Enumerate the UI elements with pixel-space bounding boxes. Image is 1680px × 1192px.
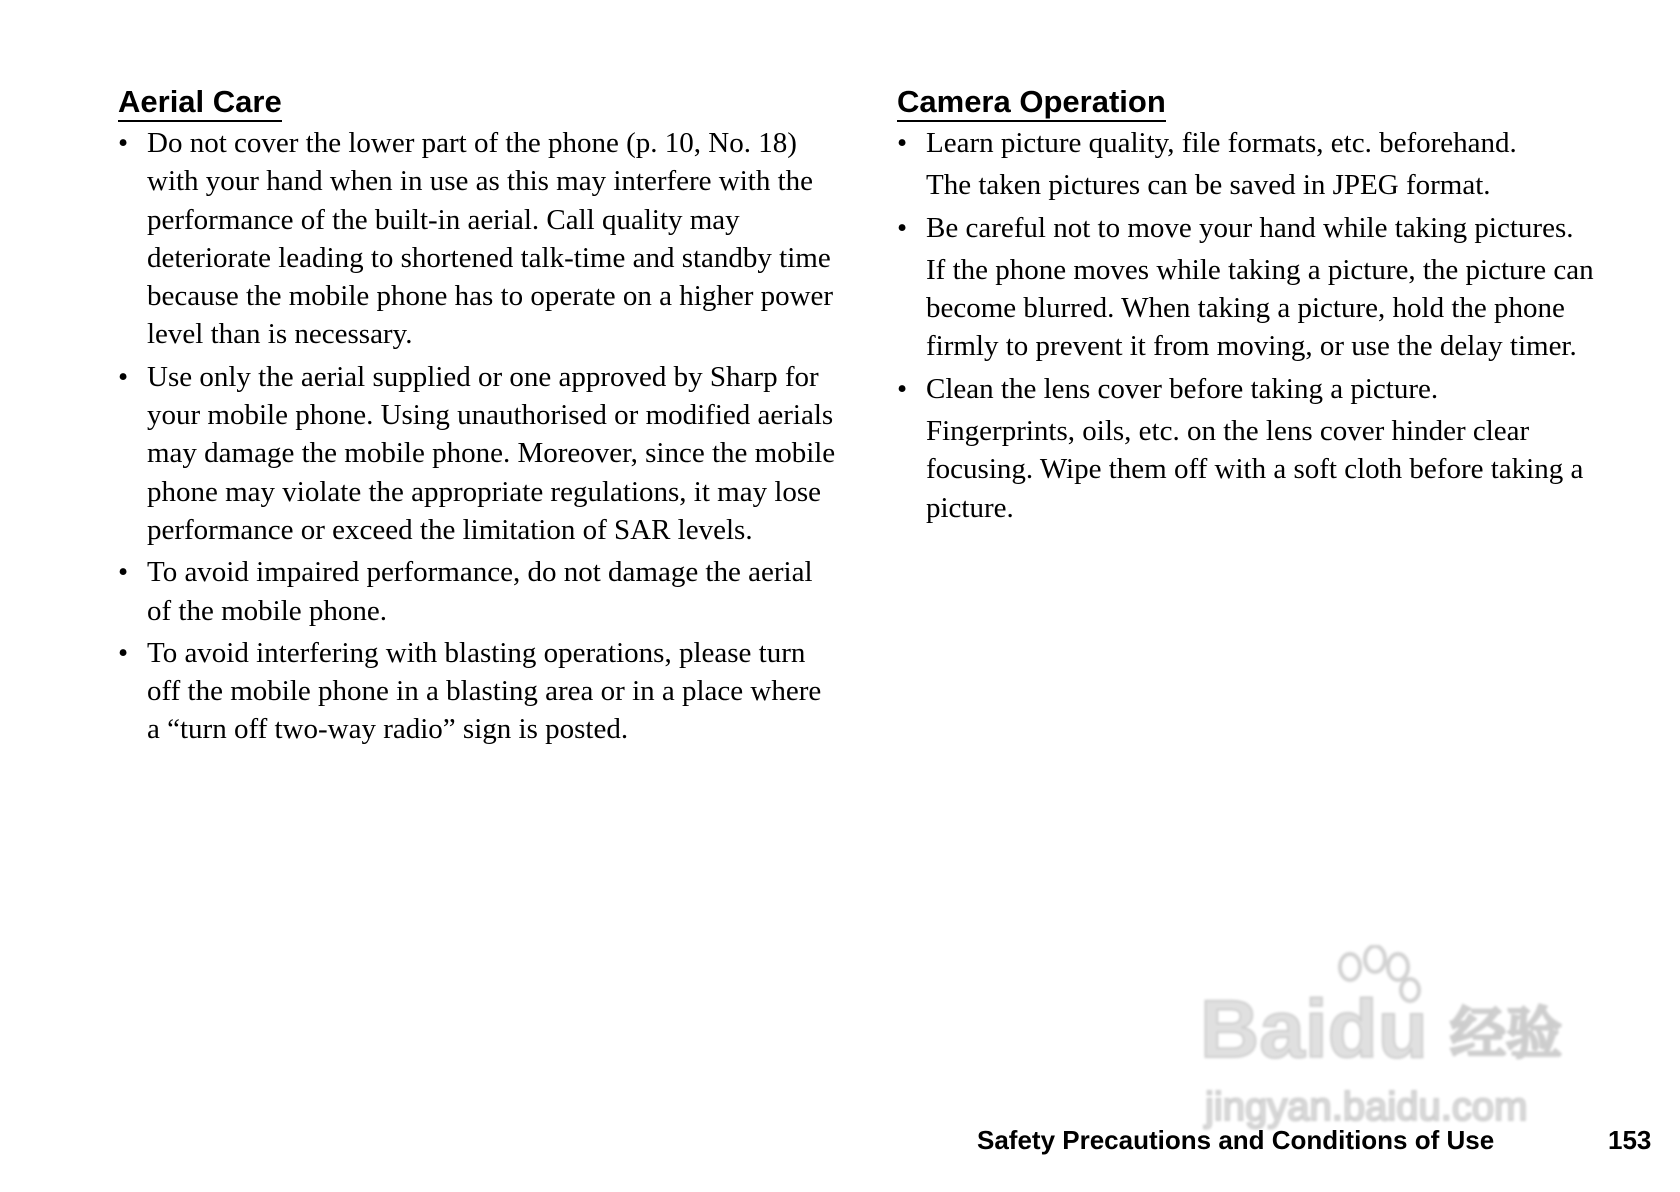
list-item bbox=[118, 358, 838, 549]
watermark-suffix: 经验 bbox=[1450, 1002, 1562, 1065]
list-item-text: Be careful not to move your hand while taking pictures. bbox=[926, 211, 1574, 244]
list-item bbox=[897, 124, 1617, 205]
list-item-text: Do not cover the lower part of the phone (p. 10, No. 18) with your hand when in use as this may interfere with the performance of the built-in aerial. Call quality may deteriorate leading to shortened talk-time and standby time because the mobile phone has to operate on a higher power level than is necessary. bbox=[147, 127, 834, 351]
bullet-icon: • bbox=[118, 127, 129, 159]
page-number: 153 bbox=[1608, 1125, 1652, 1155]
list-item-text: Clean the lens cover before taking a picture. bbox=[926, 372, 1439, 405]
baidu-jingyan-watermark bbox=[1200, 945, 1600, 1130]
list-item-detail: If the phone moves while taking a picture, the picture can become blurred. When taking a picture, hold the phone firmly to prevent it from moving, or use the delay timer. bbox=[926, 253, 1594, 363]
bullet-icon: • bbox=[118, 360, 129, 393]
watermark-brand: Baidu bbox=[1200, 984, 1428, 1075]
list-item-text: To avoid impaired performance, do not damage the aerial of the mobile phone. bbox=[147, 556, 813, 627]
bullet-icon: • bbox=[118, 636, 129, 669]
list-item bbox=[118, 634, 838, 749]
bullet-icon: • bbox=[897, 372, 908, 405]
list-item bbox=[897, 209, 1617, 366]
aerial-care-list bbox=[118, 124, 838, 749]
list-item bbox=[118, 553, 838, 630]
list-item-detail: Fingerprints, oils, etc. on the lens cover hinder clear focusing. Wipe them off with a soft cloth before taking a picture. bbox=[926, 415, 1584, 524]
camera-operation-list bbox=[897, 124, 1617, 527]
camera-operation-heading: Camera Operation bbox=[897, 84, 1166, 122]
camera-operation-section bbox=[897, 84, 1617, 531]
aerial-care-section bbox=[118, 84, 838, 753]
list-item-text: Use only the aerial supplied or one approved by Sharp for your mobile phone. Using unauthorised or modified aerials may damage the mobile phone. Moreover, since the mobile phone may violate the appropriate regulations, it may lose performance or exceed the limitation of SAR levels. bbox=[147, 360, 836, 546]
bullet-icon: • bbox=[897, 127, 908, 159]
list-item bbox=[897, 370, 1617, 527]
bullet-icon: • bbox=[118, 556, 129, 589]
watermark-url: jingyan.baidu.com bbox=[1205, 1085, 1528, 1129]
list-item-detail: The taken pictures can be saved in JPEG format. bbox=[926, 169, 1491, 202]
footer-title: Safety Precautions and Conditions of Use bbox=[977, 1125, 1495, 1155]
list-item bbox=[118, 124, 838, 354]
list-item-text: To avoid interfering with blasting operations, please turn off the mobile phone in a blasting area or in a place where a “turn off two-way radio” sign is posted. bbox=[147, 636, 822, 746]
bullet-icon: • bbox=[897, 211, 908, 244]
list-item-text: Learn picture quality, file formats, etc. beforehand. bbox=[926, 127, 1517, 159]
aerial-care-heading: Aerial Care bbox=[118, 84, 282, 122]
